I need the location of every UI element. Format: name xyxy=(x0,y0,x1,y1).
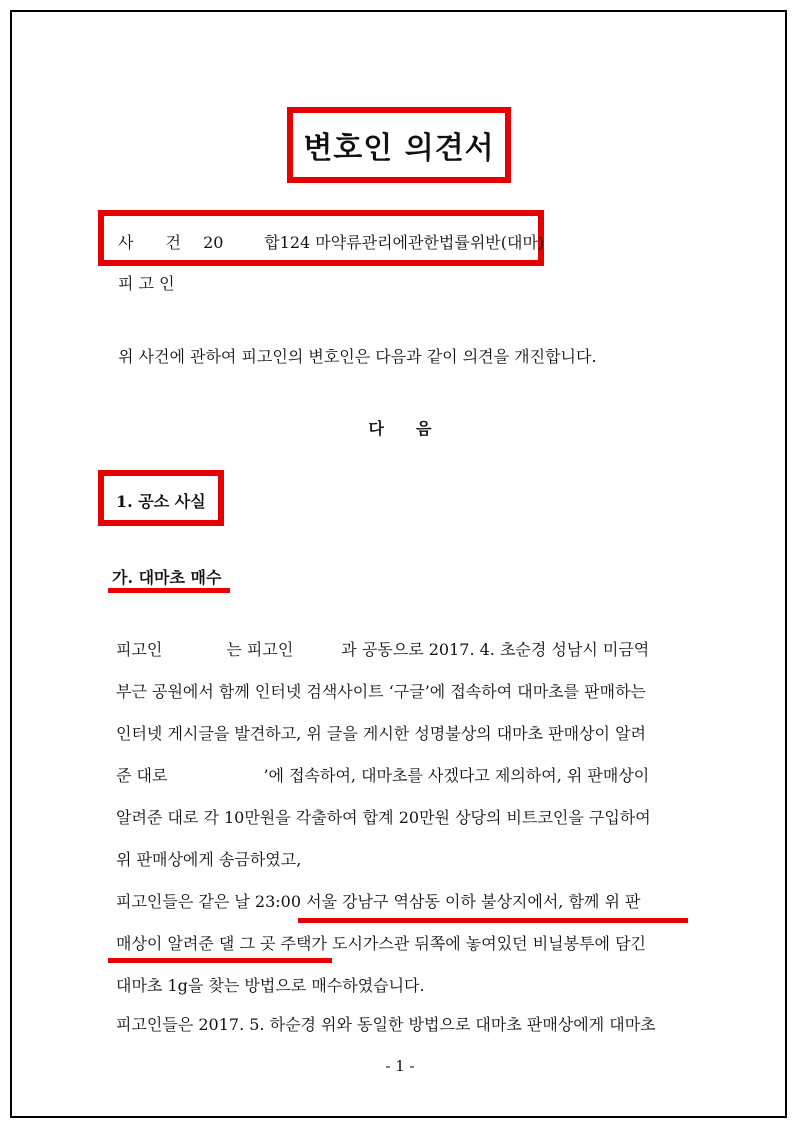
paragraph-line: 피고인들은 2017. 5. 하순경 위와 동일한 방법으로 대마초 판매상에게 대마초 xyxy=(116,1015,656,1034)
case-line xyxy=(118,230,544,253)
page-number: - 1 - xyxy=(385,1057,415,1075)
paragraph-line: 피고인들은 같은 날 23:00 서울 강남구 역삼동 이하 불상지에서, 함께 위 판 xyxy=(116,892,641,911)
section-heading: 1. 공소 사실 xyxy=(116,492,206,511)
highlight-underline xyxy=(108,958,332,963)
paragraph-line: 알려준 대로 각 10만원을 각출하여 합계 20만원 상당의 비트코인을 구입하여 xyxy=(116,808,651,827)
paragraph-line: 준 대로 ’에 접속하여, 대마초를 사겠다고 제의하여, 위 판매상이 xyxy=(116,766,650,785)
paragraph-line: 대마초 1g을 찾는 방법으로 매수하였습니다. xyxy=(116,976,425,995)
highlight-underline xyxy=(298,918,688,923)
paragraph-line: 위 판매상에게 송금하였고, xyxy=(116,850,302,869)
subsection-underline xyxy=(108,588,230,593)
paragraph-line: 매상이 알려준 댈 그 곳 주택가 도시가스관 뒤쪽에 놓여있던 비닐봉투에 담긴 xyxy=(116,934,646,953)
paragraph-line: 부근 공원에서 함께 인터넷 검색사이트 ‘구글’에 접속하여 대마초를 판매하는 xyxy=(116,682,646,701)
case-number: 합124 마약류관리에관한법률위반(대마) xyxy=(264,233,545,252)
case-year: 20 xyxy=(203,233,224,252)
title-highlight-box xyxy=(287,107,511,183)
document-title: 변호인 의견서 xyxy=(303,131,495,166)
paragraph-line: 피고인 는 피고인 과 공동으로 2017. 4. 초순경 성남시 미금역 xyxy=(116,640,650,659)
paragraph-line: 인터넷 게시글을 발견하고, 위 글을 게시한 성명불상의 대마초 판매상이 알려 xyxy=(116,724,646,743)
case-label: 사 건 xyxy=(118,233,181,252)
intro-text: 위 사건에 관하여 피고인의 변호인은 다음과 같이 의견을 개진합니다. xyxy=(118,347,597,366)
subsection-heading: 가. 대마초 매수 xyxy=(112,568,222,587)
defendant-label: 피 고 인 xyxy=(118,274,175,293)
center-heading: 다 음 xyxy=(368,419,432,438)
